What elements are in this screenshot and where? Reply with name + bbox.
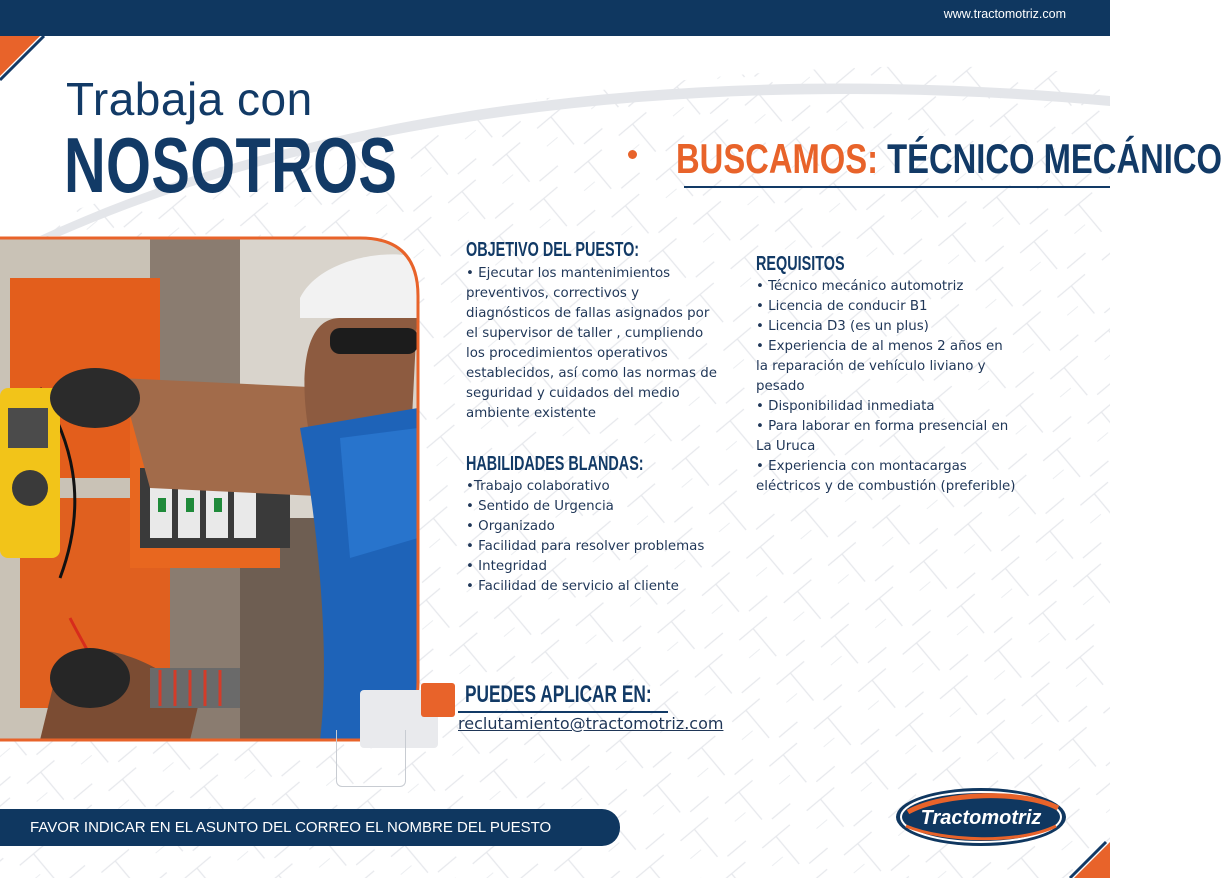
objective-line: seguridad y cuidados del medio <box>466 386 680 401</box>
soft-skill-item: • Facilidad para resolver problemas <box>466 539 705 554</box>
position-heading <box>676 135 1222 182</box>
objective-line: diagnósticos de fallas asignados por <box>466 306 710 321</box>
requirements-title: REQUISITOS <box>756 253 845 275</box>
tractomotriz-logo <box>894 786 1068 848</box>
website-url[interactable]: www.tractomotriz.com <box>943 7 1066 21</box>
position-title: TÉCNICO MECÁNICO <box>887 135 1222 182</box>
requirement-item: La Uruca <box>756 439 816 454</box>
soft-skills-list <box>466 477 704 597</box>
objective-title: OBJETIVO DEL PUESTO: <box>466 239 640 261</box>
soft-skill-item: • Organizado <box>466 519 555 534</box>
position-label: BUSCAMOS: <box>676 135 879 182</box>
position-underline <box>684 186 1110 188</box>
apply-accent-square <box>421 683 455 717</box>
svg-text:Tractomotriz: Tractomotriz <box>920 807 1042 829</box>
apply-title: PUEDES APLICAR EN: <box>465 681 652 708</box>
apply-email-link[interactable]: reclutamiento@tractomotriz.com <box>458 714 724 733</box>
requirement-item: pesado <box>756 379 805 394</box>
requirement-item: • Técnico mecánico automotriz <box>756 279 964 294</box>
bullet-dot <box>628 150 637 159</box>
objective-line: • Ejecutar los mantenimientos <box>466 266 671 281</box>
decorative-outline-box <box>336 730 406 787</box>
objective-line: ambiente existente <box>466 406 597 421</box>
corner-accent-top-left <box>0 36 40 76</box>
soft-skill-item: • Sentido de Urgencia <box>466 499 614 514</box>
objective-line: establecidos, así como las normas de <box>466 366 717 381</box>
objective-line: preventivos, correctivos y <box>466 286 640 301</box>
requirement-item: • Experiencia con montacargas <box>756 459 967 474</box>
soft-skill-item: • Facilidad de servicio al cliente <box>466 579 679 594</box>
soft-skill-item: •Trabajo colaborativo <box>466 479 610 494</box>
apply-underline <box>458 711 668 713</box>
requirement-item: • Para laborar en forma presencial en <box>756 419 1009 434</box>
technician-photo <box>0 238 418 740</box>
objective-line: los procedimientos operativos <box>466 346 668 361</box>
soft-skill-item: • Integridad <box>466 559 548 574</box>
objective-line: el supervisor de taller , cumpliendo <box>466 326 704 341</box>
requirement-item: • Licencia de conducir B1 <box>756 299 928 314</box>
requirement-item: • Experiencia de al menos 2 años en <box>756 339 1003 354</box>
requirement-item: la reparación de vehículo liviano y <box>756 359 986 374</box>
requirement-item: • Licencia D3 (es un plus) <box>756 319 929 334</box>
soft-skills-title: HABILIDADES BLANDAS: <box>466 453 644 475</box>
hero-title-light: Trabaja con <box>66 73 313 125</box>
footer-text: FAVOR INDICAR EN EL ASUNTO DEL CORREO EL NOMBRE DEL PUESTO <box>30 819 552 836</box>
hero-title-bold: NOSOTROS <box>64 121 398 209</box>
requirement-item: eléctricos y de combustión (preferible) <box>756 479 1016 494</box>
corner-accent-bottom-right <box>1070 842 1110 878</box>
objective-text <box>466 264 717 424</box>
requirement-item: • Disponibilidad inmediata <box>756 399 935 414</box>
requirements-list <box>756 277 1016 497</box>
